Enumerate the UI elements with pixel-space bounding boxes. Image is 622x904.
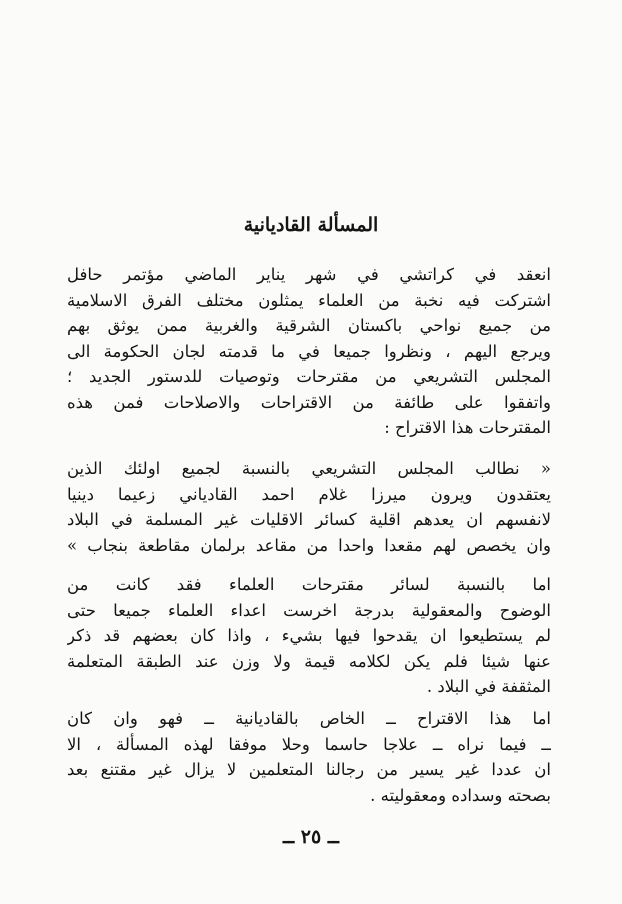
text-line: لانفسهم ان يعدهم اقلية كسائر الاقليات غير المسلمة في البلاد: [67, 510, 551, 529]
text-line: ــ فيما نراه ــ علاجا حاسما وحلا موفقا لهذه المسألة ، الا: [67, 734, 551, 754]
text-line: الوضوح والمعقولية بدرجة اخرست اعداء العلماء جميعا حتى: [67, 600, 551, 620]
text-line: من جميع نواحي باكستان الشرقية والغربية ممن يوثق بهم: [67, 316, 551, 335]
text-line: انعقد في كراتشي في شهر يناير الماضي مؤتمر حافل: [67, 265, 551, 284]
paragraph-2-quote: [67, 456, 551, 558]
text-line: المقترحات هذا الاقتراح :: [384, 418, 551, 437]
text-line: « نطالب المجلس التشريعي بالنسبة لجميع اولئك الذين: [67, 459, 551, 478]
text-line: المجلس التشريعي من مقترحات وتوصيات للدستور الجديد ؛: [67, 367, 551, 386]
paragraph-3: [67, 572, 551, 700]
text-line: ان عددا غير يسير من رجالنا المتعلمين لا يزال غير مقتنع بعد: [67, 760, 551, 779]
text-line: ويرجع اليهم ، ونظروا جميعا في ما قدمته لجان الحكومة الى: [67, 341, 551, 361]
paragraph-1: [67, 262, 551, 441]
text-line: يعتقدون ويرون ميرزا غلام احمد القادياني زعيما دينيا: [67, 484, 551, 504]
text-line: اشتركت فيه نخبة من العلماء يمثلون مختلف الفرق الاسلامية: [67, 290, 551, 310]
text-line: اما هذا الاقتراح ــ الخاص بالقاديانية ــ فهو وان كان: [67, 709, 551, 728]
text-line: اما بالنسبة لسائر مقترحات العلماء فقد كانت من: [67, 575, 551, 594]
text-line: وان يخصص لهم مقعدا واحدا من مقاعد برلمان مقاطعة بنجاب »: [67, 535, 551, 555]
text-line: واتفقوا على طائفة من الاقتراحات والاصلاحات فمن هذه: [67, 392, 551, 412]
text-line: بصحته وسداده ومعقوليته .: [370, 785, 551, 805]
text-line: المثقفة في البلاد .: [426, 677, 551, 696]
paragraph-4: [67, 706, 551, 808]
text-line: عنها شيئا فلم يكن لكلامه قيمة ولا وزن عند الطبقة المتعلمة: [67, 651, 551, 671]
page-number: ــ ٢٥ ــ: [283, 826, 339, 848]
chapter-title: المسألة القاديانية: [243, 214, 379, 236]
text-line: لم يستطيعوا ان يقدحوا فيها بشيء ، واذا كان بعضهم قد ذكر: [67, 626, 551, 645]
